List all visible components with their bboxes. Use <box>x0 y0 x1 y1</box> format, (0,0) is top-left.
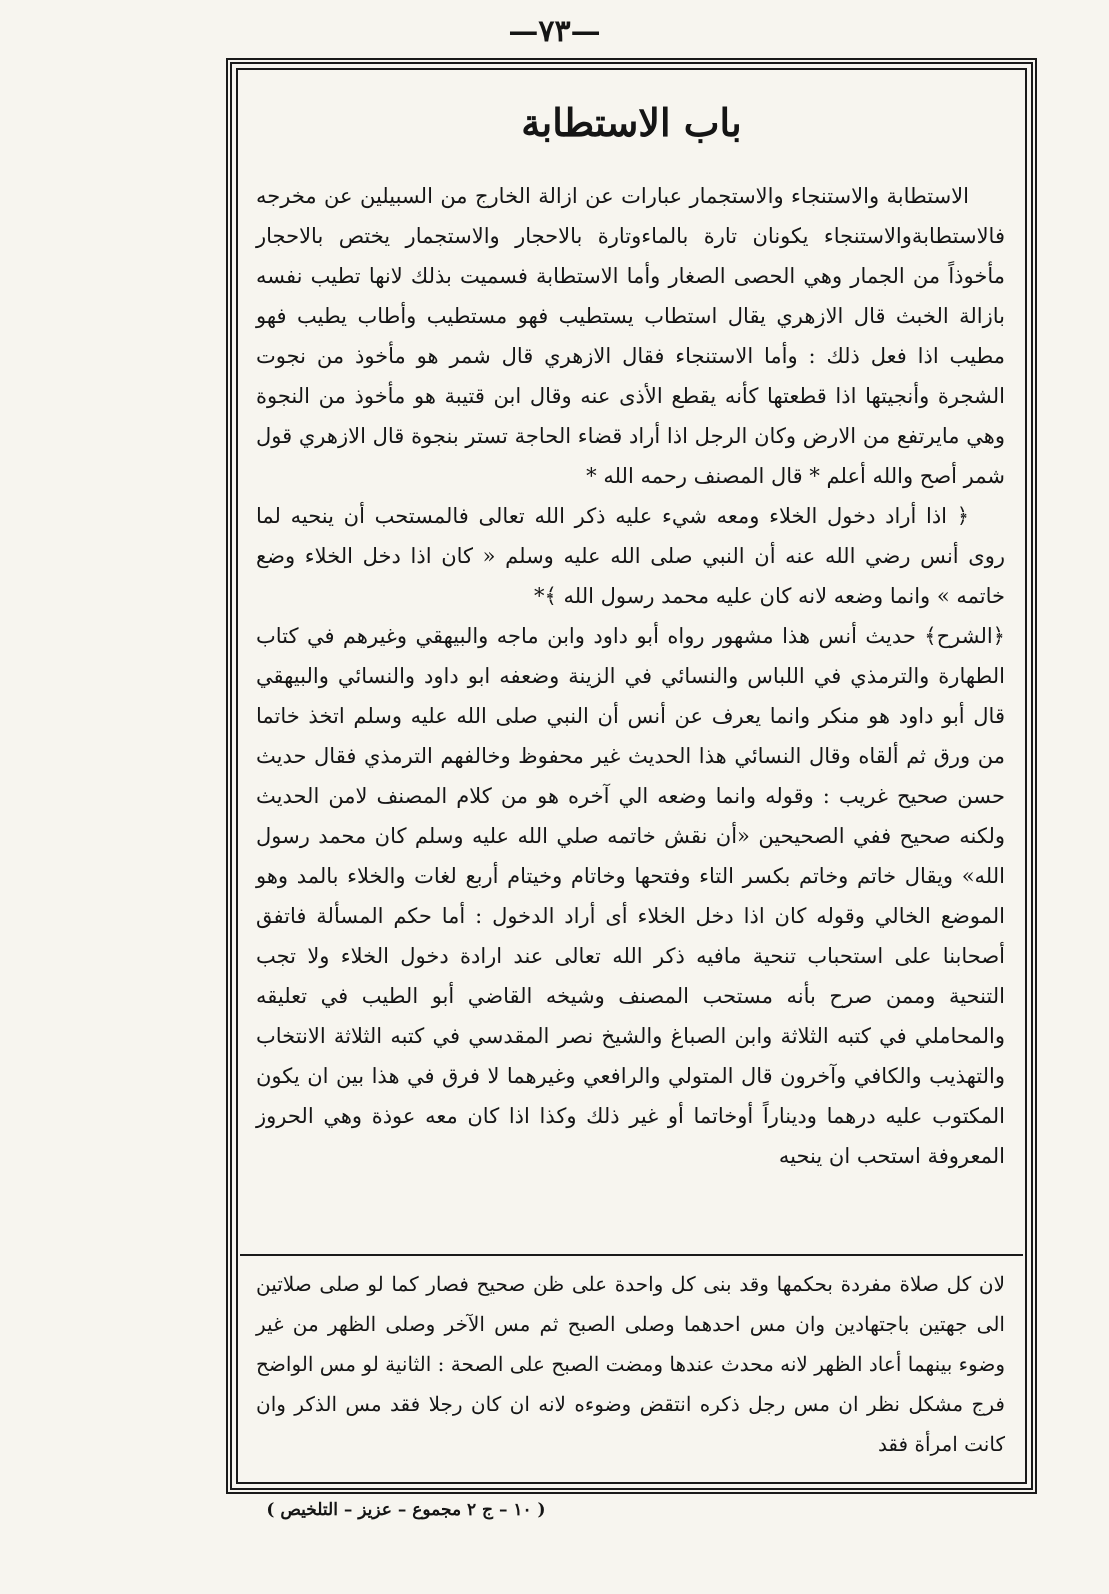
footnote-section <box>256 1264 1005 1474</box>
main-text <box>256 176 1005 1246</box>
footnote-divider <box>240 1254 1023 1256</box>
paragraph-definitions: الاستطابة والاستنجاء والاستجمار عبارات عن ازالة الخارج من السبيلين عن مخرجه فالاستطابةوالاستنجاء يكونان تارة بالماءوتارة بالاحجار والاستجمار يختص بالاحجار مأخوذاً من الجمار وهي الحصى الصغار وأما الاستطابة فسميت بذلك لانها تطيب نفسه بازالة الخبث قال الازهري يقال استطاب يستطيب فهو مستطيب وأطاب يطيب فهو مطيب اذا فعل ذلك : وأما الاستنجاء فقال الازهري قال شمر هو مأخوذ من نجوت الشجرة وأنجيتها اذا قطعتها كأنه يقطع الأذى عنه وقال ابن قتيبة هو مأخوذ من النجوة وهي مايرتفع من الارض وكان الرجل اذا أراد قضاء الحاجة تستر بنجوة قال الازهري قول شمر أصح والله أعلم * قال المصنف رحمه الله * <box>256 184 1005 488</box>
paragraph-matn: ﴿ اذا أراد دخول الخلاء ومعه شيء عليه ذكر الله تعالى فالمستحب أن ينحيه لما روى أنس رضي الله عنه أن النبي صلى الله عليه وسلم « كان اذا دخل الخلاء وضع خاتمه » وانما وضعه لانه كان عليه محمد رسول الله ﴾* <box>256 504 1005 608</box>
page-number: —٧٣— <box>508 14 601 49</box>
footnote-paragraph: لان كل صلاة مفردة بحكمها وقد بنى كل واحدة على ظن صحيح فصار كما لو صلى صلاتين الى جهتين باجتهادين وان مس احدهما وصلى الصبح ثم مس الآخر وصلى الظهر من غير وضوء بينهما أعاد الظهر لانه محدث عندها ومضت الصبح على الصحة : الثانية لو مس الواضح فرج مشكل نظر ان مس رجل ذكره انتقض وضوءه لانه ان كان رجلا فقد مس الذكر وان كانت امرأة فقد <box>256 1272 1005 1456</box>
footer-note: ( ١٠ – ج ٢ مجموع – عزيز – التلخيص ) <box>266 1500 546 1520</box>
page-frame <box>226 58 1037 1494</box>
chapter-title: باب الاستطابة <box>521 100 742 145</box>
paragraph-sharh: ﴿الشرح﴾ حديث أنس هذا مشهور رواه أبو داود وابن ماجه والبيهقي وغيرهم في كتاب الطهارة والترمذي في اللباس والنسائي في الزينة وضعفه ابو داود والنسائي والبيهقي قال أبو داود هو منكر وانما يعرف عن أنس أن النبي صلى الله عليه وسلم اتخذ خاتما من ورق ثم ألقاه وقال النسائي هذا الحديث غير محفوظ وخالفهم الترمذي فقال حديث حسن صحيح غريب : وقوله وانما وضعه الي آخره هو من كلام المصنف لامن الحديث ولكنه صحيح ففي الصحيحين «أن نقش خاتمه صلي الله عليه وسلم كان محمد رسول الله» ويقال خاتم وخاتم بكسر التاء وفتحها وخاتام وخيتام أربع لغات والخلاء بالمد وهو الموضع الخالي وقوله كان اذا دخل الخلاء أى أراد الدخول : أما حكم المسألة فاتفق أصحابنا على استحباب تنحية مافيه ذكر الله تعالى عند ارادة دخول الخلاء ولا تجب التنحية وممن صرح بأنه مستحب المصنف وشيخه القاضي أبو الطيب في تعليقه والمحاملي في كتبه الثلاثة وابن الصباغ والشيخ نصر المقدسي في كتبه الثلاثة الانتخاب والتهذيب والكافي وآخرون قال المتولي والرافعي وغيرهما لا فرق في هذا بين ان يكون المكتوب عليه درهما وديناراً أوخاتما أو غير ذلك وكذا اذا كان معه عوذة وهي الحروز المعروفة استحب ان ينحيه <box>256 624 1005 1168</box>
